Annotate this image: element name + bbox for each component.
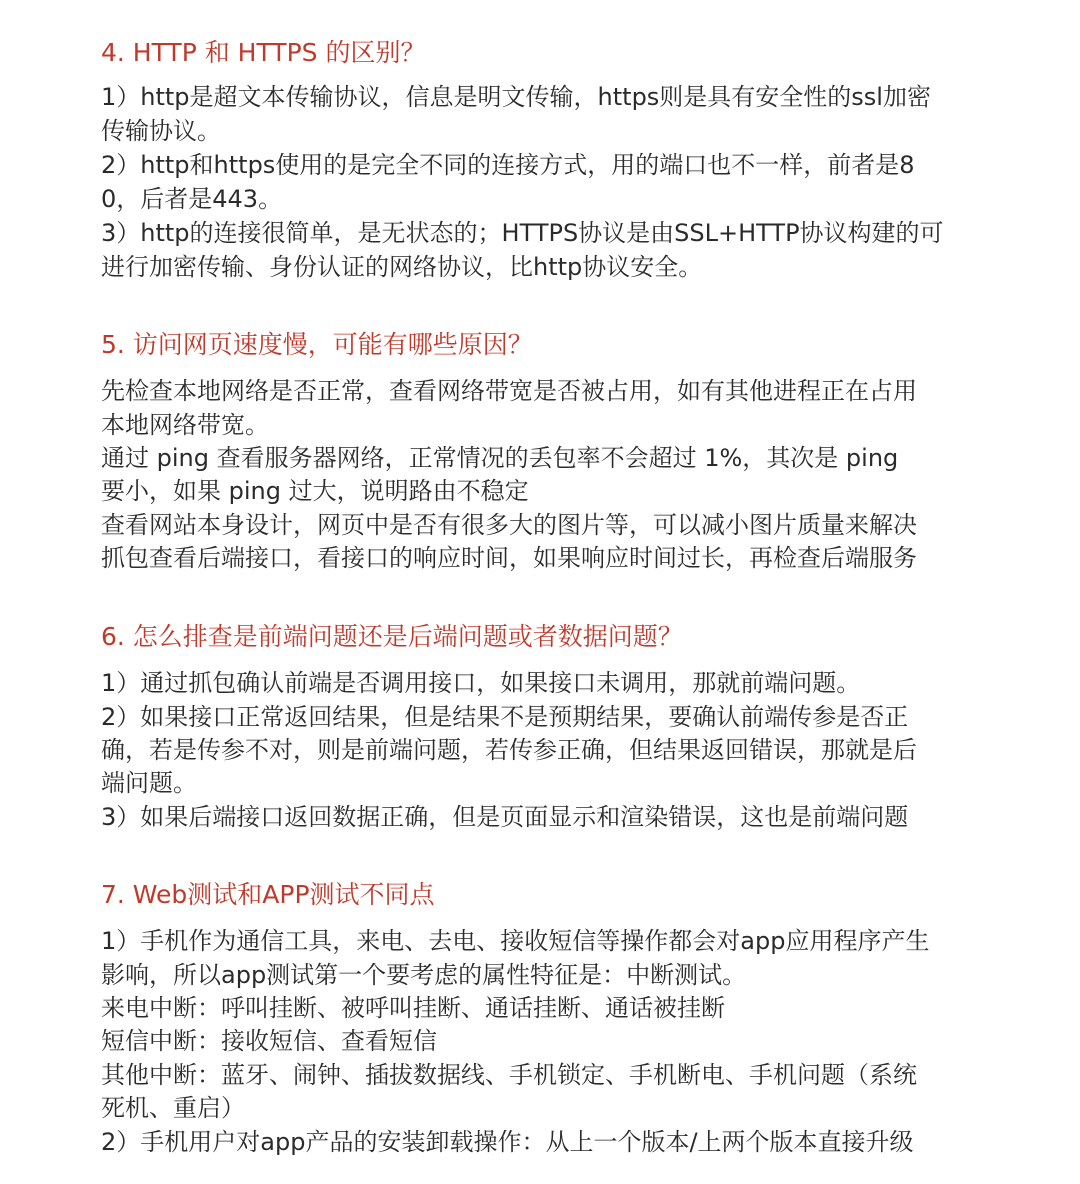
section-6-line-4: 端问题。: [101, 769, 197, 797]
section-6-line-2: 2）如果接口正常返回结果，但是结果不是预期结果，要确认前端传参是否正: [101, 703, 909, 731]
section-7-line-6: 死机、重启）: [101, 1094, 245, 1122]
section-7-line-7: 2）手机用户对app产品的安装卸载操作：从上一个版本/上两个版本直接升级: [101, 1128, 914, 1156]
section-4-line-6: 进行加密传输、身份认证的网络协议，比http协议安全。: [101, 253, 703, 281]
section-4-line-4: 0，后者是443。: [101, 185, 283, 213]
section-7-line-1: 1）手机作为通信工具，来电、去电、接收短信等操作都会对app应用程序产生: [101, 927, 930, 955]
section-6-line-3: 确，若是传参不对，则是前端问题，若传参正确，但结果返回错误，那就是后: [101, 736, 917, 764]
section-4-title: 4. HTTP 和 HTTPS 的区别？: [101, 38, 426, 67]
section-6-line-5: 3）如果后端接口返回数据正确，但是页面显示和渲染错误，这也是前端问题: [101, 803, 909, 831]
section-4-line-1: 1）http是超文本传输协议，信息是明文传输，https则是具有安全性的ssl加密: [101, 83, 931, 111]
section-5-line-1: 先检查本地网络是否正常，查看网络带宽是否被占用，如有其他进程正在占用: [101, 377, 917, 405]
section-4-line-2: 传输协议。: [101, 117, 221, 145]
section-5-title: 5. 访问网页速度慢，可能有哪些原因？: [101, 330, 533, 359]
section-5-line-2: 本地网络带宽。: [101, 411, 269, 439]
section-5-line-4: 要小，如果 ping 过大，说明路由不稳定: [101, 477, 529, 505]
section-7-line-5: 其他中断：蓝牙、闹钟、插拔数据线、手机锁定、手机断电、手机问题（系统: [101, 1061, 917, 1089]
section-6-title: 6. 怎么排查是前端问题还是后端问题或者数据问题？: [101, 622, 683, 651]
section-5-line-3: 通过 ping 查看服务器网络，正常情况的丢包率不会超过 1%，其次是 ping: [101, 444, 899, 472]
section-4-line-3: 2）http和https使用的是完全不同的连接方式，用的端口也不一样，前者是8: [101, 151, 915, 179]
section-5-line-5: 查看网站本身设计，网页中是否有很多大的图片等，可以减小图片质量来解决: [101, 511, 917, 539]
section-7-line-4: 短信中断：接收短信、查看短信: [101, 1027, 437, 1055]
section-7-line-2: 影响，所以app测试第一个要考虑的属性特征是：中断测试。: [101, 961, 747, 989]
section-4-line-5: 3）http的连接很简单，是无状态的；HTTPS协议是由SSL+HTTP协议构建的可: [101, 219, 944, 247]
section-7-title: 7. Web测试和APP测试不同点: [101, 880, 435, 909]
section-7-line-3: 来电中断：呼叫挂断、被呼叫挂断、通话挂断、通话被挂断: [101, 994, 725, 1022]
section-5-line-6: 抓包查看后端接口，看接口的响应时间，如果响应时间过长，再检查后端服务: [101, 544, 917, 572]
section-6-line-1: 1）通过抓包确认前端是否调用接口，如果接口未调用，那就前端问题。: [101, 669, 861, 697]
